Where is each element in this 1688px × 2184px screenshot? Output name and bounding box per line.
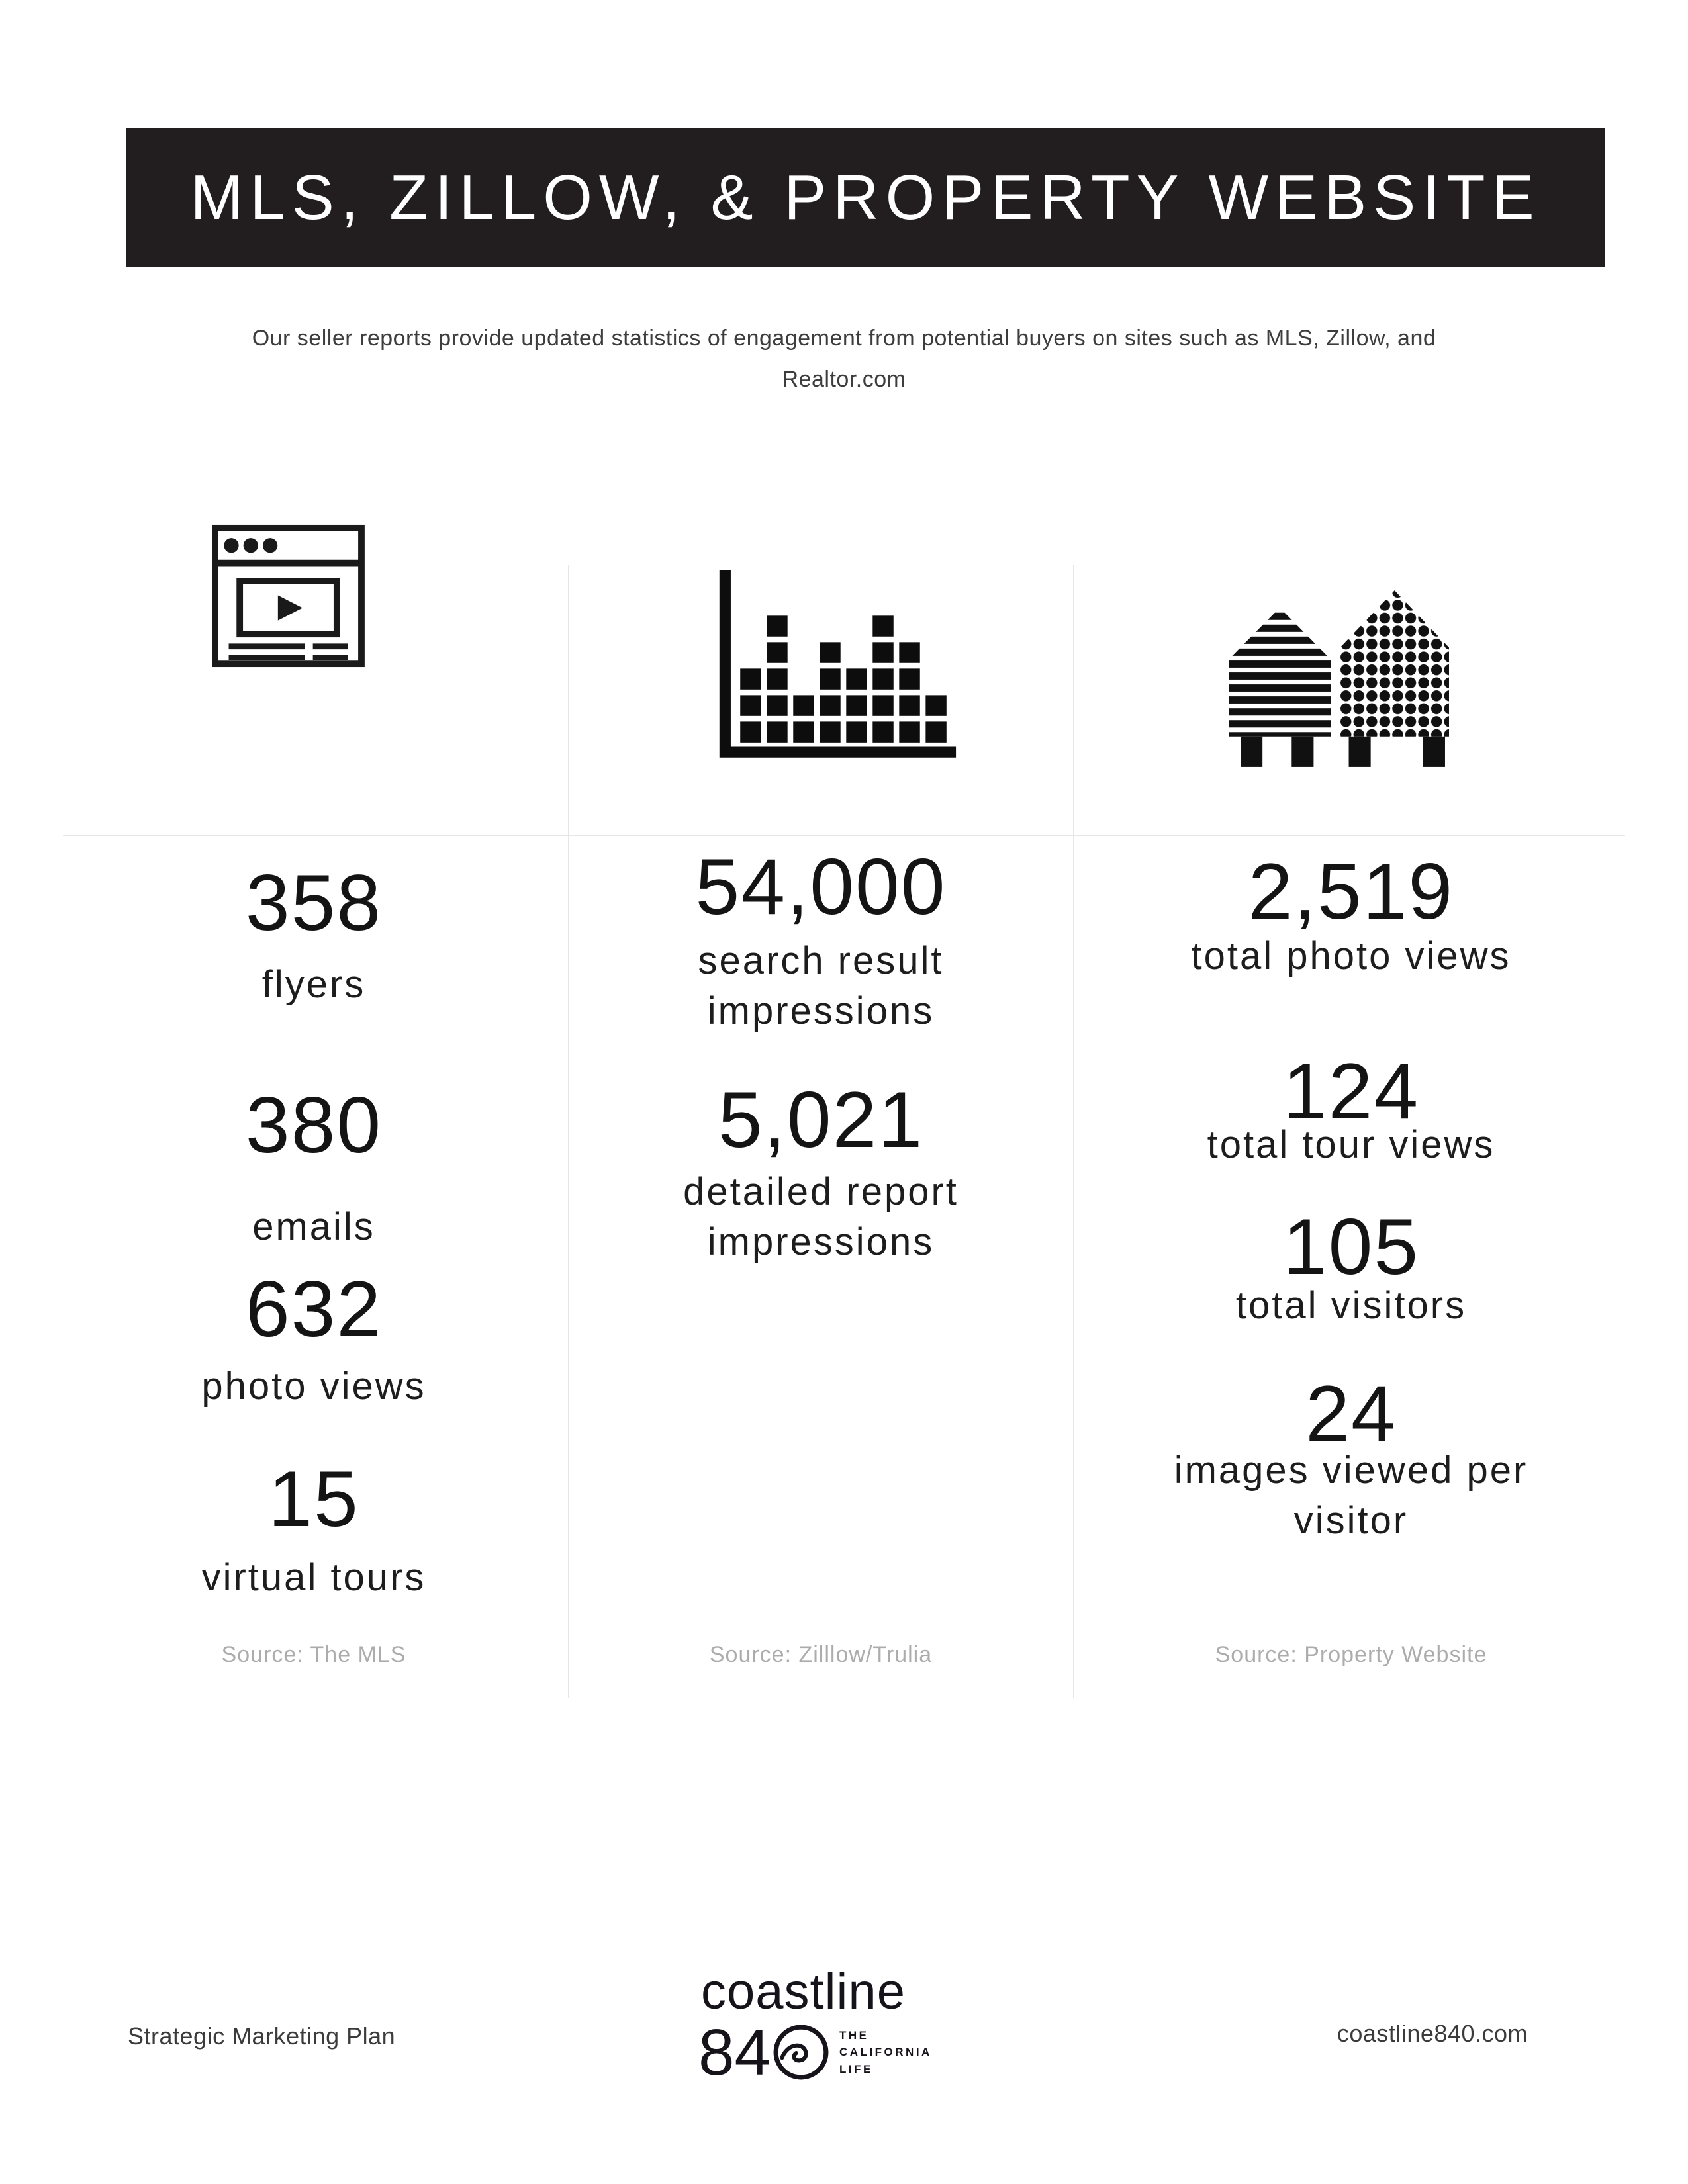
bar-chart-icon	[714, 567, 960, 767]
browser-video-icon	[211, 523, 366, 668]
source-zillow-trulia: Source: Zilllow/Trulia	[709, 1642, 933, 1667]
logo-tagline-line: CALIFORNIA	[839, 2046, 932, 2059]
stat-label-emails: emails	[252, 1205, 375, 1248]
stat-value-total-photo-views: 2,519	[1248, 847, 1454, 936]
page-title: MLS, ZILLOW, & PROPERTY WEBSITE	[190, 161, 1541, 233]
footer-document-title: Strategic Marketing Plan	[128, 2023, 396, 2050]
stat-label-flyers: flyers	[261, 963, 366, 1006]
stat-label-search-impressions: search result impressions	[698, 939, 944, 1032]
stat-label-virtual-tours: virtual tours	[201, 1556, 426, 1599]
wave-circle-icon	[772, 2023, 830, 2081]
houses-icon	[1223, 573, 1452, 767]
logo-number: 84	[698, 2016, 771, 2089]
stat-value-flyers: 358	[245, 858, 383, 947]
stat-label-report-impressions: detailed report impressions	[683, 1170, 959, 1263]
stat-label-photo-views: photo views	[201, 1365, 426, 1408]
stat-label-total-tour-views: total tour views	[1207, 1123, 1495, 1166]
source-mls: Source: The MLS	[221, 1642, 406, 1667]
stat-value-total-tour-views: 124	[1282, 1047, 1420, 1136]
logo-tagline-line: LIFE	[839, 2062, 873, 2075]
stat-label-images-per-visitor: images viewed per visitor	[1174, 1449, 1528, 1542]
stat-value-emails: 380	[245, 1081, 383, 1169]
stat-value-search-impressions: 54,000	[695, 842, 947, 931]
source-property-website: Source: Property Website	[1215, 1642, 1487, 1667]
subtitle: Our seller reports provide updated statistics of engagement from potential buyers on sites such as MLS, Zillow, and Realtor.com	[252, 326, 1436, 392]
stat-value-report-impressions: 5,021	[718, 1075, 924, 1164]
stat-label-total-photo-views: total photo views	[1191, 934, 1511, 978]
logo-tagline-line: THE	[839, 2028, 869, 2042]
stat-value-total-visitors: 105	[1282, 1203, 1420, 1291]
logo-wordmark: coastline	[701, 1964, 906, 2020]
logo-tagline	[839, 2027, 932, 2078]
stat-value-photo-views: 632	[245, 1265, 383, 1353]
stat-value-virtual-tours: 15	[268, 1455, 359, 1543]
stat-label-total-visitors: total visitors	[1235, 1284, 1467, 1327]
stat-value-images-per-visitor: 24	[1305, 1369, 1397, 1458]
coastline-840-logo	[698, 1964, 963, 2089]
vertical-divider-right	[1073, 565, 1074, 1698]
footer-website-url: coastline840.com	[1336, 2020, 1528, 2047]
header-bar	[126, 128, 1605, 267]
horizontal-divider	[63, 835, 1625, 836]
